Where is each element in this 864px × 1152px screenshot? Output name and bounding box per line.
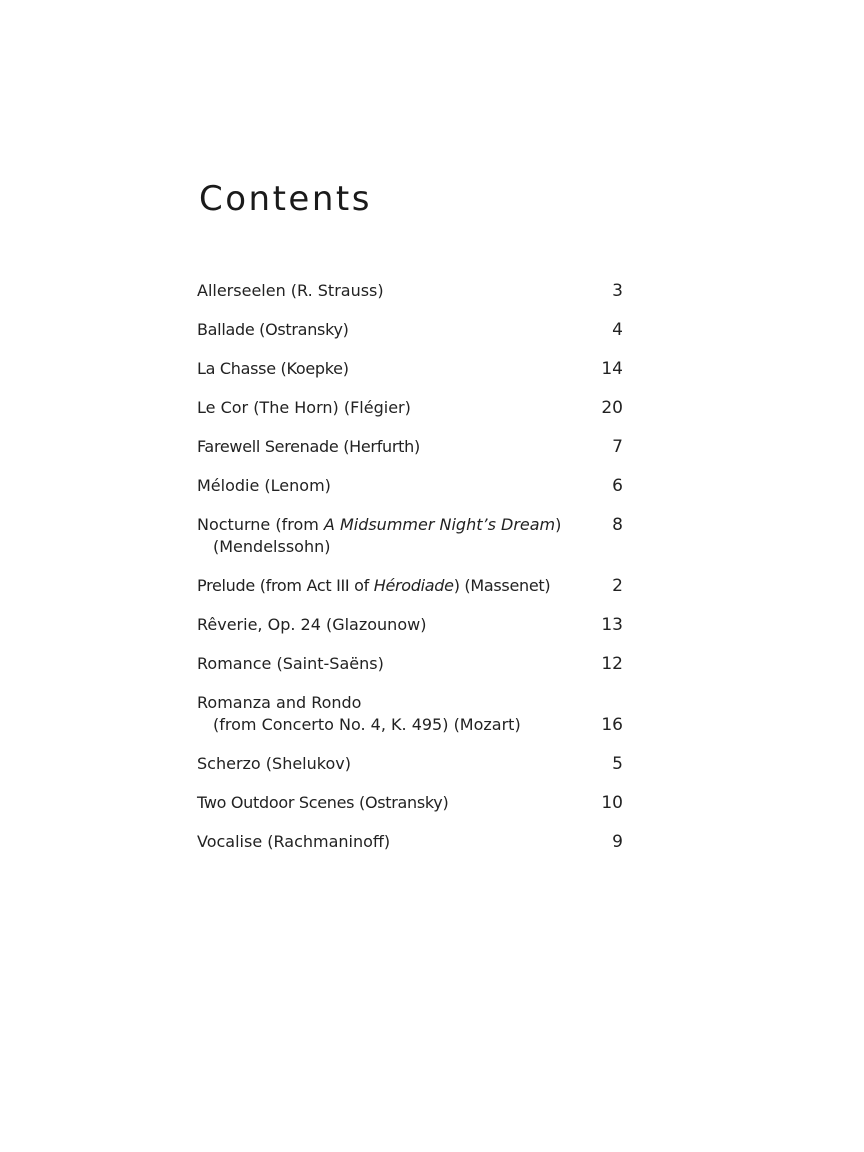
toc-entry-title	[197, 397, 623, 419]
toc-entry-title	[197, 514, 623, 558]
toc-entry-title	[197, 692, 623, 736]
toc-entry-page-number: 6	[612, 476, 623, 496]
toc-entry-title	[197, 280, 623, 302]
toc-entry-page-number: 12	[601, 654, 623, 674]
toc-entry-title	[197, 753, 623, 775]
table-of-contents	[197, 280, 623, 870]
toc-entry-title-line-1	[197, 514, 563, 536]
toc-entry	[197, 358, 623, 380]
toc-entry	[197, 831, 623, 853]
toc-entry-title-text: Vocalise (Rachmaninoff)	[197, 832, 391, 851]
toc-entry-title	[197, 475, 623, 497]
toc-entry-title-suffix: )	[555, 515, 562, 534]
toc-entry-title	[197, 792, 623, 814]
toc-entry-title-line-1	[197, 575, 563, 597]
toc-entry-page-number: 2	[612, 576, 623, 596]
toc-entry-page-number: 8	[612, 515, 623, 535]
toc-entry-page-number: 16	[601, 715, 623, 735]
toc-entry	[197, 653, 623, 675]
toc-entry-title-text: Ballade (Ostransky)	[197, 320, 349, 339]
toc-entry-page-number: 10	[601, 793, 623, 813]
toc-entry	[197, 319, 623, 341]
toc-entry-title-prefix: Nocturne (from	[197, 515, 324, 534]
toc-entry-page-number: 7	[612, 437, 623, 457]
toc-entry-title	[197, 436, 623, 458]
toc-entry-page-number: 9	[612, 832, 623, 852]
toc-entry	[197, 575, 623, 597]
toc-entry-work-title: A Midsummer Night’s Dream	[323, 515, 556, 534]
toc-entry-title	[197, 319, 623, 341]
toc-entry-title-line-2: (Mendelssohn)	[213, 537, 331, 556]
toc-entry	[197, 692, 623, 736]
toc-entry-title-text: Scherzo (Shelukov)	[197, 754, 351, 773]
toc-entry-title	[197, 575, 623, 597]
toc-entry-title	[197, 614, 623, 636]
toc-entry-title-prefix: Prelude (from Act III of	[197, 576, 374, 595]
toc-entry-title-text: Rêverie, Op. 24 (Glazounow)	[197, 615, 427, 634]
toc-entry	[197, 792, 623, 814]
toc-entry-page-number: 5	[612, 754, 623, 774]
toc-entry	[197, 753, 623, 775]
toc-entry	[197, 514, 623, 558]
toc-entry-title	[197, 358, 623, 380]
toc-entry-page-number: 4	[612, 320, 623, 340]
page-title: Contents	[199, 179, 372, 219]
toc-entry-title-text: La Chasse (Koepke)	[197, 359, 349, 378]
toc-entry-title-text: Mélodie (Lenom)	[197, 476, 331, 495]
toc-entry-page-number: 3	[612, 281, 623, 301]
toc-entry	[197, 280, 623, 302]
toc-entry	[197, 436, 623, 458]
toc-entry-title	[197, 653, 623, 675]
toc-entry-title-text: Two Outdoor Scenes (Ostransky)	[197, 793, 449, 812]
toc-entry-title-text: Le Cor (The Horn) (Flégier)	[197, 398, 411, 417]
toc-entry-title-text: Allerseelen (R. Strauss)	[197, 281, 384, 300]
toc-entry-title-line-1: Romanza and Rondo	[197, 693, 362, 712]
toc-entry-title	[197, 831, 623, 853]
toc-entry-title-line-2: (from Concerto No. 4, K. 495) (Mozart)	[213, 715, 521, 734]
toc-entry-page-number: 13	[601, 615, 623, 635]
toc-entry-title-suffix: ) (Massenet)	[453, 576, 551, 595]
toc-entry-work-title: Hérodiade	[373, 576, 454, 595]
toc-entry-page-number: 14	[601, 359, 623, 379]
toc-entry	[197, 475, 623, 497]
toc-entry	[197, 397, 623, 419]
toc-entry-title-text: Farewell Serenade (Herfurth)	[197, 437, 420, 456]
toc-entry-page-number: 20	[601, 398, 623, 418]
toc-entry-title-text: Romance (Saint-Saëns)	[197, 654, 384, 673]
toc-entry	[197, 614, 623, 636]
